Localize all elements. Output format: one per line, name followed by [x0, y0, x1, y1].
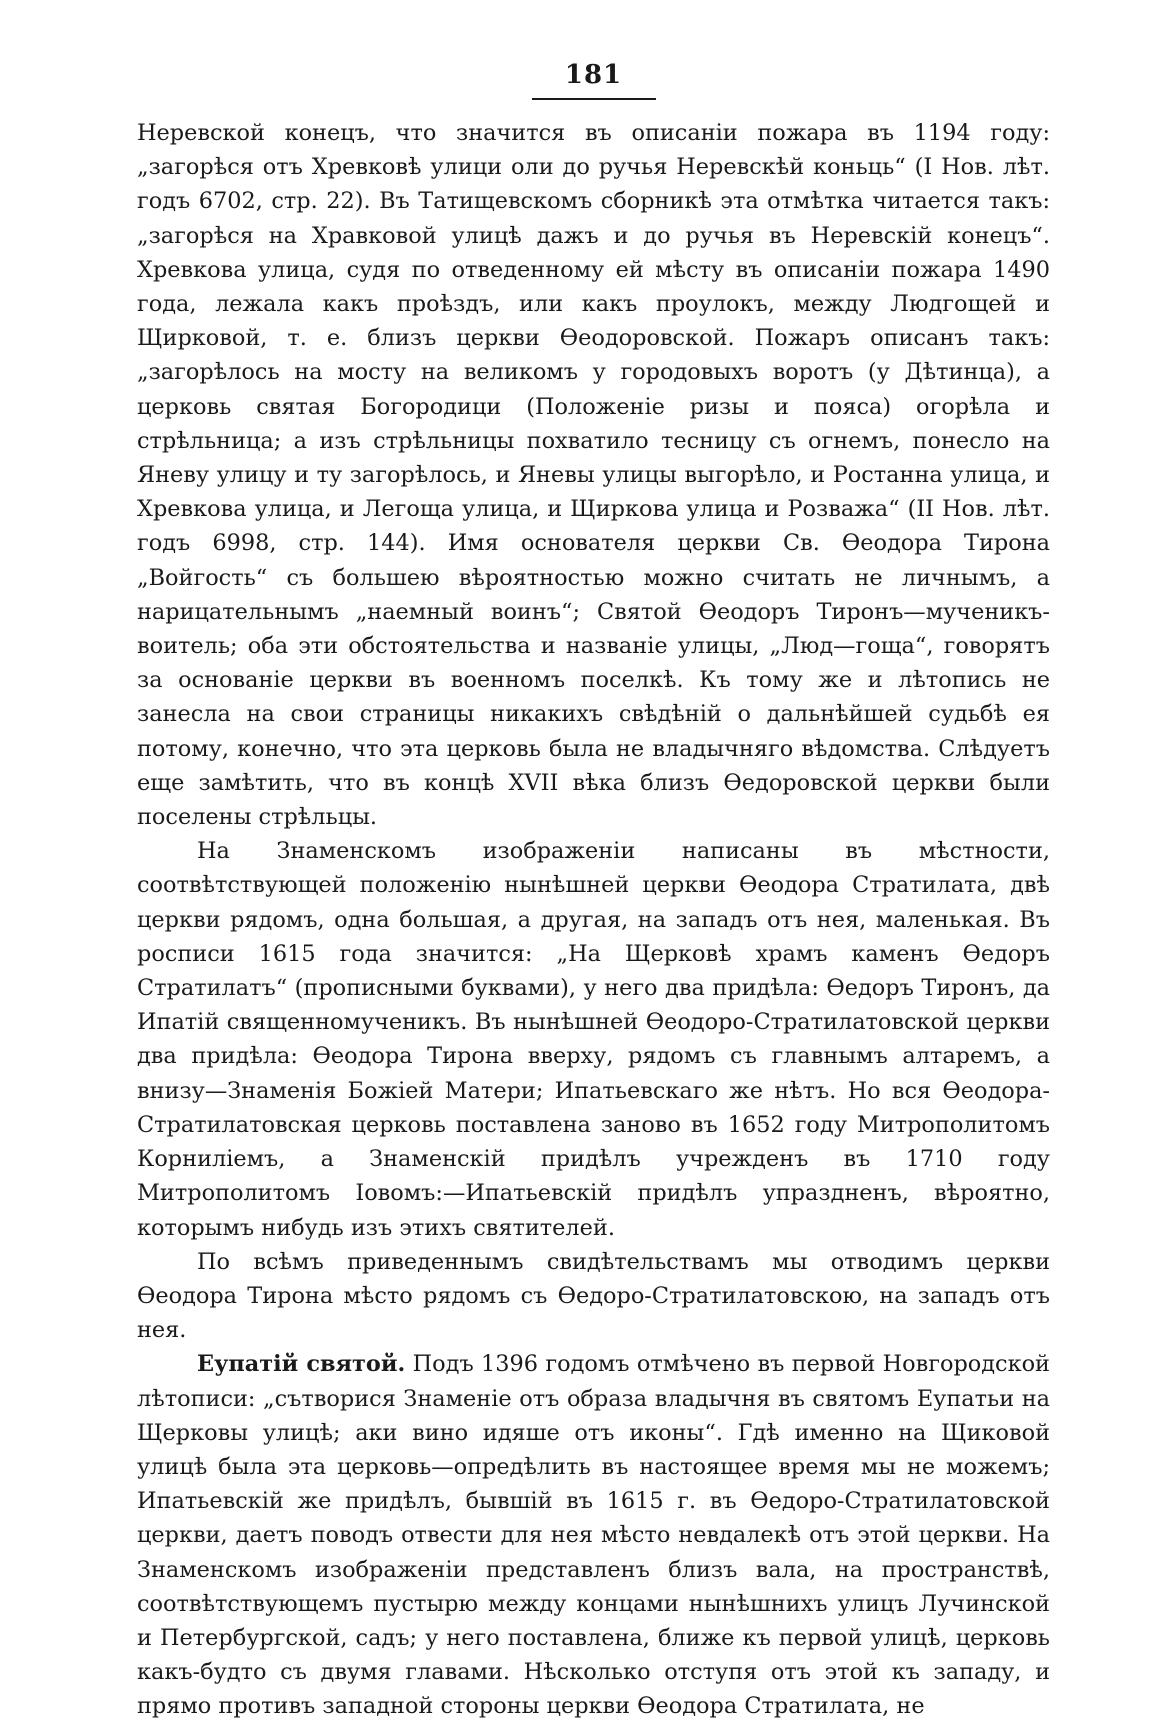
paragraph-4 — [137, 1347, 1050, 1723]
paragraph-2: На Знаменскомъ изображеніи написаны въ мѣстности, соотвѣтствующей положенію нынѣшней церкви Ѳеодора Стратилата, двѣ церкви рядомъ, одна большая, а другая, на западъ отъ нея, маленькая. Въ росписи 1615 года значится: „На Щерковѣ храмъ каменъ Ѳедоръ Стратилатъ“ (прописными буквами), у него два придѣла: Ѳедоръ Тиронъ, да Ипатій священномученикъ. Въ нынѣшней Ѳеодоро-Стратилатовской церкви два придѣла: Ѳеодора Тирона вверху, рядомъ съ главнымъ алтаремъ, а внизу—Знаменія Божіей Матери; Ипатьевскаго же нѣтъ. Но вся Ѳеодора-Стратилатовская церковь поставлена заново въ 1652 году Митрополитомъ Корниліемъ, а Знаменскій придѣлъ учрежденъ въ 1710 году Митрополитомъ Іовомъ:—Ипатьевскій придѣлъ упраздненъ, вѣроятно, которымъ нибудь изъ этихъ святителей. — [137, 838, 1050, 1241]
header-rule — [532, 98, 656, 100]
paragraph-3: По всѣмъ приведеннымъ свидѣтельствамъ мы отводимъ церкви Ѳеодора Тирона мѣсто рядомъ съ Ѳедоро-Стратилатовскою, на западъ отъ нея. — [137, 1248, 1050, 1344]
paragraph-1: Неревской конецъ, что значится въ описаніи пожара въ 1194 году: „загорѣся отъ Хревковѣ улици оли до ручья Неревскѣй коньць“ (I Нов. лѣт. годъ 6702, стр. 22). Въ Татищевскомъ сборникѣ эта отмѣтка читается такъ: „загорѣся на Хравковой улицѣ дажъ и до ручья въ Неревскій конецъ“. Хревкова улица, судя по отведенному ей мѣсту въ описаніи пожара 1490 года, лежала какъ проѣздъ, или какъ проулокъ, между Людгощей и Щирковой, т. е. близъ церкви Ѳеодоровской. Пожаръ описанъ такъ: „загорѣлось на мосту на великомъ у городовыхъ воротъ (у Дѣтинца), а церковь святая Богородици (Положеніе ризы и пояса) огорѣла и стрѣльница; а изъ стрѣльницы похватило тесницу съ огнемъ, понесло на Яневу улицу и ту загорѣлось, и Яневы улицы выгорѣло, и Ростанна улица, и Хревкова улица, и Легоща улица, и Щиркова улица и Розважа“ (II Нов. лѣт. годъ 6998, стр. 144). Имя основателя церкви Св. Ѳеодора Тирона „Войгость“ съ большею вѣроятностью можно считать не личнымъ, а нарицательнымъ „наемный воинъ“; Святой Ѳеодоръ Тиронъ—мученикъ-воитель; оба эти обстоятельства и названіе улицы, „Люд—гоща“, говорятъ за основаніе церкви въ военномъ поселкѣ. Къ тому же и лѣтопись не занесла на свои страницы никакихъ свѣдѣній о дальнѣйшей судьбѣ ея потому, конечно, что эта церковь была не владычняго вѣдомства. Слѣдуетъ еще замѣтить, что въ концѣ XVII вѣка близъ Ѳедоровской церкви были поселены стрѣльцы. — [137, 120, 1050, 831]
page-number: 181 — [564, 60, 623, 90]
paragraph-4-text: Подъ 1396 годомъ отмѣчено въ первой Новгородской лѣтописи: „сътворися Знаменіе отъ образа владычня въ святомъ Еупатьи на Щерковы улицѣ; аки вино идяше отъ иконы“. Гдѣ именно на Щиковой улицѣ была эта церковь—опредѣлить въ настоящее время мы не можемъ; Ипатьевскій же придѣлъ, бывшій въ 1615 г. въ Ѳедоро-Стратилатовской церкви, даетъ поводъ отвести для нея мѣсто невдалекѣ отъ этой церкви. На Знаменскомъ изображеніи представленъ близъ вала, на пространствѣ, соотвѣтствующемъ пустырю между концами нынѣшнихъ улицъ Лучинской и Петербургской, садъ; у него поставлена, ближе къ первой улицѣ, церковь какъ-будто съ двумя главами. Нѣсколько отступя отъ этой къ западу, и прямо противъ западной стороны церкви Ѳеодора Стратилата, не — [137, 1351, 1050, 1720]
body-text — [137, 116, 1050, 1724]
section-heading: Еупатій святой. — [197, 1351, 406, 1378]
